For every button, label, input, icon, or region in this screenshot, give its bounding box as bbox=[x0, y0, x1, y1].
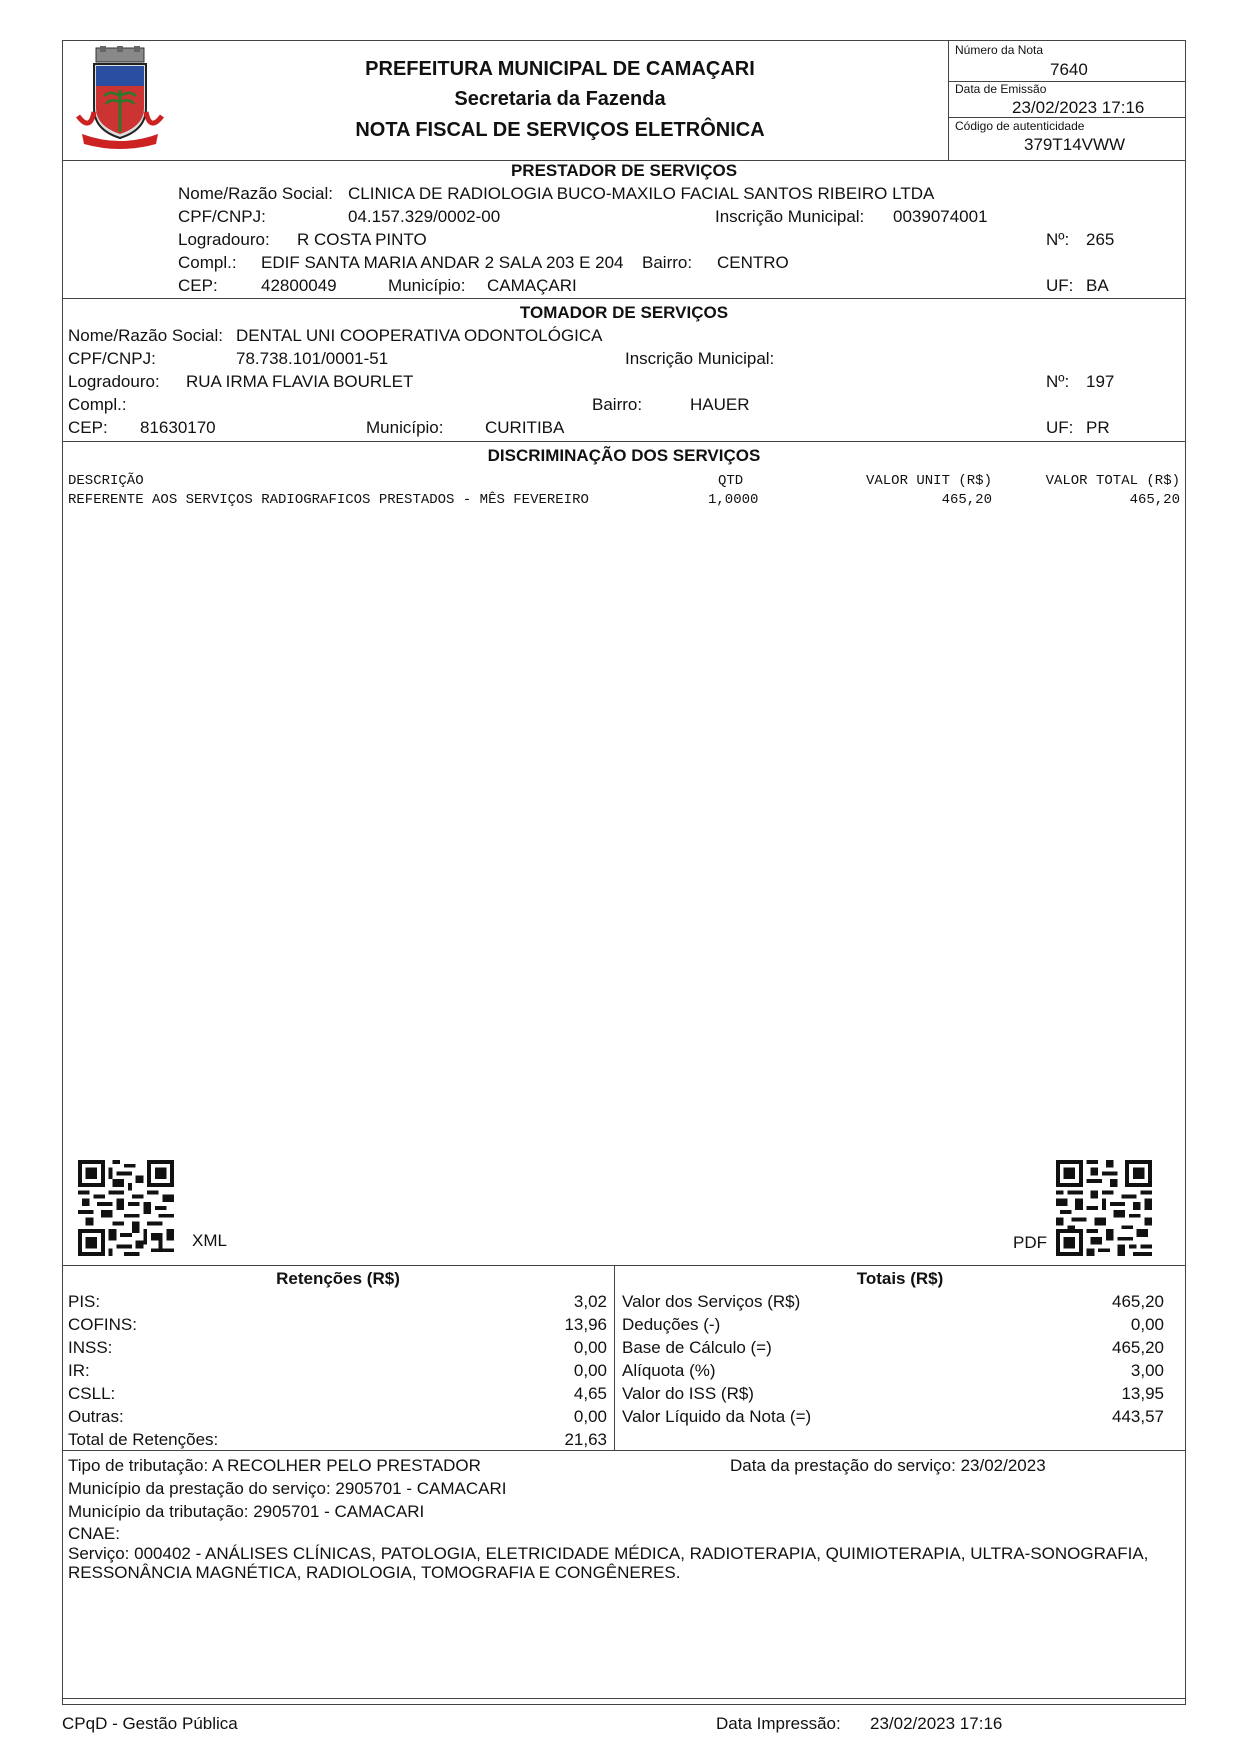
totais-title: Totais (R$) bbox=[856, 1269, 944, 1288]
tomador-cnpj-value: 78.738.101/0001-51 bbox=[236, 349, 389, 368]
footer-impressao-value: 23/02/2023 17:16 bbox=[870, 1714, 1003, 1733]
pdf-label: PDF bbox=[1013, 1233, 1047, 1252]
prestador-numero-value: 265 bbox=[1086, 230, 1115, 249]
retencao-cofins-value: 13,96 bbox=[564, 1315, 607, 1334]
municipio-prestacao: Município da prestação do serviço: 2905701 - CAMACARI bbox=[68, 1479, 507, 1498]
row-qtd: 1,0000 bbox=[708, 492, 759, 508]
retencao-csll-label: CSLL: bbox=[68, 1384, 116, 1403]
total-retencoes-value: 21,63 bbox=[564, 1430, 607, 1449]
prestador-logradouro-label: Logradouro: bbox=[178, 230, 270, 249]
prestador-municipio-label: Município: bbox=[388, 276, 466, 295]
retencao-ir-value: 0,00 bbox=[573, 1361, 607, 1380]
xml-qr-code-icon bbox=[78, 1160, 174, 1256]
footer-system-name: CPqD - Gestão Pública bbox=[62, 1714, 238, 1733]
prestador-bairro-value: CENTRO bbox=[717, 253, 789, 272]
row-valor-total: 465,20 bbox=[1129, 492, 1180, 508]
xml-label: XML bbox=[192, 1231, 227, 1250]
servico-line-1: Serviço: 000402 - ANÁLISES CLÍNICAS, PATOLOGIA, ELETRICIDADE MÉDICA, RADIOTERAPIA, QUIMIOTERAPIA, ULTRA-SONOGRAFIA, bbox=[68, 1544, 1149, 1563]
tomador-cep-label: CEP: bbox=[68, 418, 108, 437]
prestador-section-title: PRESTADOR DE SERVIÇOS bbox=[510, 161, 738, 180]
header-document-type: NOTA FISCAL DE SERVIÇOS ELETRÔNICA bbox=[355, 119, 765, 141]
tomador-cep-value: 81630170 bbox=[140, 418, 216, 437]
prestador-uf-label: UF: bbox=[1046, 276, 1074, 295]
base-calculo-value: 465,20 bbox=[1112, 1338, 1164, 1357]
codigo-autenticidade-label: Código de autenticidade bbox=[955, 119, 1085, 133]
cnae: CNAE: bbox=[68, 1524, 120, 1543]
retencao-pis-label: PIS: bbox=[68, 1292, 101, 1311]
prestador-compl-label: Compl.: bbox=[178, 253, 237, 272]
footer-impressao-label: Data Impressão: bbox=[716, 1714, 841, 1733]
tomador-bairro-label: Bairro: bbox=[592, 395, 643, 414]
prestador-cnpj-label: CPF/CNPJ: bbox=[178, 207, 266, 226]
tomador-cnpj-label: CPF/CNPJ: bbox=[68, 349, 156, 368]
prestador-compl-value: EDIF SANTA MARIA ANDAR 2 SALA 203 E 204 bbox=[261, 253, 624, 272]
retencao-inss-value: 0,00 bbox=[573, 1338, 607, 1357]
base-calculo-label: Base de Cálculo (=) bbox=[622, 1338, 772, 1357]
retencao-outras-label: Outras: bbox=[68, 1407, 124, 1426]
prestador-numero-label: Nº: bbox=[1046, 230, 1070, 249]
col-header-descricao: DESCRIÇÃO bbox=[68, 473, 144, 489]
col-header-valor-total: VALOR TOTAL (R$) bbox=[1045, 473, 1180, 489]
tomador-uf-value: PR bbox=[1086, 418, 1110, 437]
aliquota-value: 3,00 bbox=[1130, 1361, 1164, 1380]
prestador-im-value: 0039074001 bbox=[893, 207, 988, 226]
valor-iss-value: 13,95 bbox=[1121, 1384, 1164, 1403]
codigo-autenticidade-value: 379T14VWW bbox=[1024, 135, 1126, 154]
servico-line-2: RESSONÂNCIA MAGNÉTICA, RADIOLOGIA, TOMOGRAFIA E CONGÊNERES. bbox=[68, 1563, 681, 1582]
prestador-municipio-value: CAMAÇARI bbox=[487, 276, 577, 295]
tomador-numero-label: Nº: bbox=[1046, 372, 1070, 391]
total-retencoes-label: Total de Retenções: bbox=[68, 1430, 219, 1449]
valor-liquido-label: Valor Líquido da Nota (=) bbox=[622, 1407, 812, 1426]
tomador-section-title: TOMADOR DE SERVIÇOS bbox=[519, 303, 729, 322]
row-descricao: REFERENTE AOS SERVIÇOS RADIOGRAFICOS PRESTADOS - MÊS FEVEREIRO bbox=[68, 492, 589, 508]
prestador-nome-value: CLINICA DE RADIOLOGIA BUCO-MAXILO FACIAL SANTOS RIBEIRO LTDA bbox=[348, 184, 935, 203]
deducoes-label: Deduções (-) bbox=[622, 1315, 721, 1334]
retencao-cofins-label: COFINS: bbox=[68, 1315, 137, 1334]
retencao-ir-label: IR: bbox=[68, 1361, 90, 1380]
tomador-logradouro-value: RUA IRMA FLAVIA BOURLET bbox=[186, 372, 414, 391]
tomador-numero-value: 197 bbox=[1086, 372, 1115, 391]
data-prestacao: Data da prestação do serviço: 23/02/2023 bbox=[730, 1456, 1046, 1475]
tomador-nome-label: Nome/Razão Social: bbox=[68, 326, 223, 345]
aliquota-label: Alíquota (%) bbox=[622, 1361, 716, 1380]
tomador-uf-label: UF: bbox=[1046, 418, 1074, 437]
header-title: PREFEITURA MUNICIPAL DE CAMAÇARI bbox=[365, 58, 755, 80]
col-header-qtd: QTD bbox=[718, 473, 744, 489]
tomador-logradouro-label: Logradouro: bbox=[68, 372, 160, 391]
retencao-csll-value: 4,65 bbox=[573, 1384, 607, 1403]
tomador-municipio-value: CURITIBA bbox=[485, 418, 565, 437]
municipio-tributacao: Município da tributação: 2905701 - CAMACARI bbox=[68, 1502, 425, 1521]
prestador-uf-value: BA bbox=[1086, 276, 1109, 295]
prestador-cep-label: CEP: bbox=[178, 276, 218, 295]
tomador-bairro-value: HAUER bbox=[690, 395, 750, 414]
valor-liquido-value: 443,57 bbox=[1112, 1407, 1164, 1426]
discriminacao-section-title: DISCRIMINAÇÃO DOS SERVIÇOS bbox=[487, 446, 761, 465]
col-header-valor-unit: VALOR UNIT (R$) bbox=[865, 473, 992, 489]
retencao-inss-label: INSS: bbox=[68, 1338, 113, 1357]
deducoes-value: 0,00 bbox=[1130, 1315, 1164, 1334]
prestador-cep-value: 42800049 bbox=[261, 276, 337, 295]
tomador-compl-label: Compl.: bbox=[68, 395, 127, 414]
header-subtitle: Secretaria da Fazenda bbox=[454, 88, 666, 110]
prestador-nome-label: Nome/Razão Social: bbox=[178, 184, 333, 203]
retencao-pis-value: 3,02 bbox=[573, 1292, 607, 1311]
prestador-cnpj-value: 04.157.329/0002-00 bbox=[348, 207, 501, 226]
row-valor-unit: 465,20 bbox=[941, 492, 992, 508]
prestador-logradouro-value: R COSTA PINTO bbox=[297, 230, 427, 249]
tomador-municipio-label: Município: bbox=[366, 418, 444, 437]
tomador-im-label: Inscrição Municipal: bbox=[625, 349, 775, 368]
pdf-qr-code-icon bbox=[1056, 1160, 1152, 1256]
data-emissao-value: 23/02/2023 17:16 bbox=[1012, 98, 1145, 117]
retencao-outras-value: 0,00 bbox=[573, 1407, 607, 1426]
prestador-bairro-label: Bairro: bbox=[642, 253, 693, 272]
valor-servicos-label: Valor dos Serviços (R$) bbox=[622, 1292, 801, 1311]
prestador-im-label: Inscrição Municipal: bbox=[715, 207, 865, 226]
tipo-tributacao: Tipo de tributação: A RECOLHER PELO PRESTADOR bbox=[68, 1456, 481, 1475]
numero-nota-value: 7640 bbox=[1050, 60, 1088, 79]
coat-of-arms-logo bbox=[74, 46, 166, 152]
valor-servicos-value: 465,20 bbox=[1112, 1292, 1164, 1311]
valor-iss-label: Valor do ISS (R$) bbox=[622, 1384, 754, 1403]
retencoes-title: Retenções (R$) bbox=[276, 1269, 400, 1288]
tomador-nome-value: DENTAL UNI COOPERATIVA ODONTOLÓGICA bbox=[236, 326, 603, 345]
data-emissao-label: Data de Emissão bbox=[955, 82, 1047, 96]
numero-nota-label: Número da Nota bbox=[955, 43, 1044, 57]
